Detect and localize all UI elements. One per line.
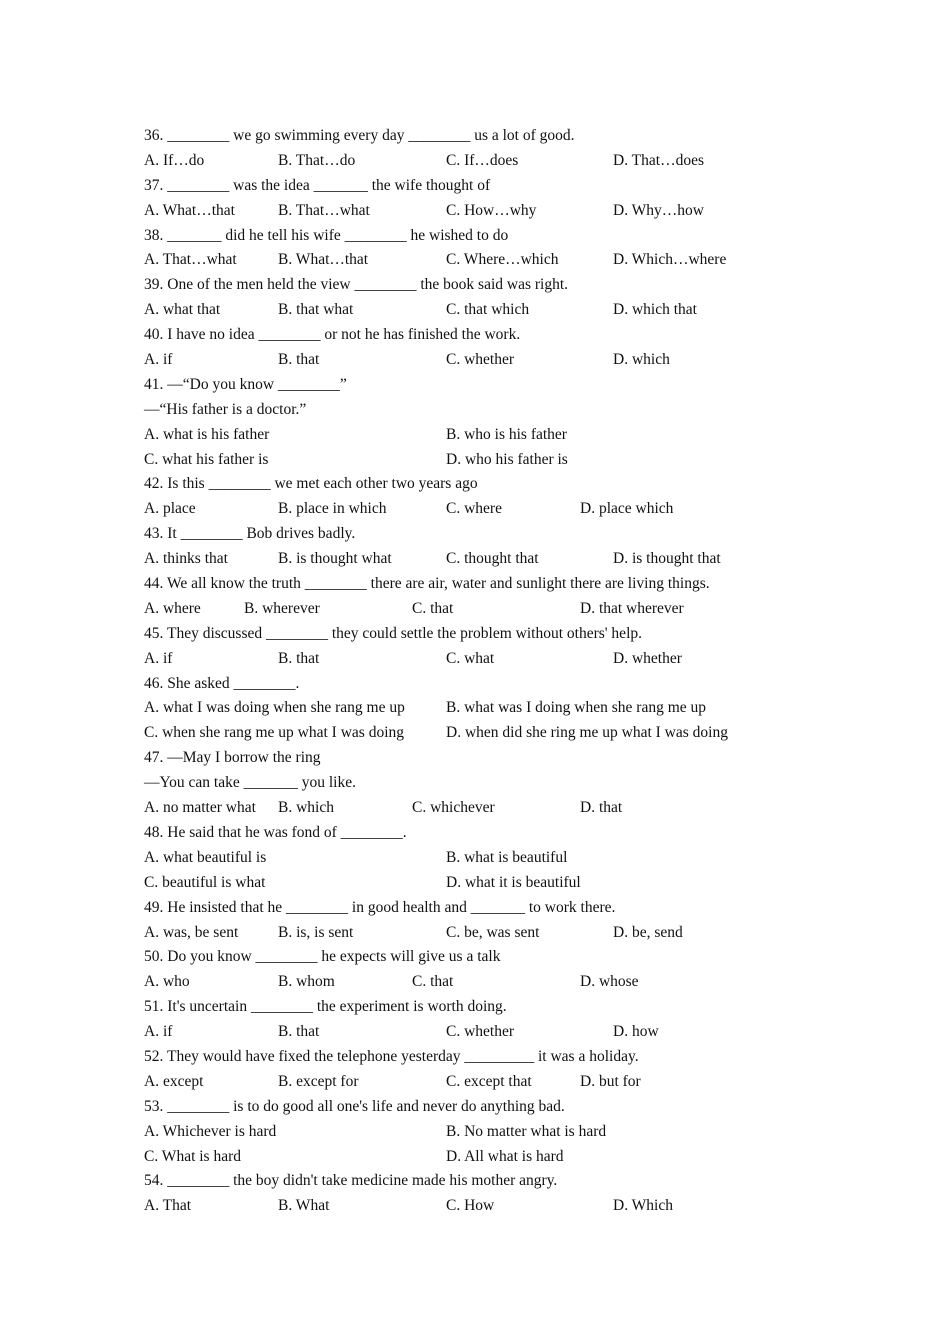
question-stem: 42. Is this ________ we met each other two years ago [144, 475, 478, 493]
question-stem: 51. It's uncertain ________ the experiment is worth doing. [144, 998, 507, 1016]
question-49 [144, 896, 844, 946]
option-b: B. that what [278, 301, 354, 319]
question-list [144, 124, 844, 1219]
question-50 [144, 945, 844, 995]
option-a: A. where [144, 599, 201, 617]
option-c: C. that which [446, 301, 530, 319]
option-c: C. What is hard [144, 1147, 242, 1165]
option-c: C. be, was sent [446, 923, 540, 941]
option-a: A. thinks that [144, 550, 228, 568]
option-d: D. Why…how [613, 201, 704, 219]
option-c: C. where [446, 500, 502, 518]
option-c: C. that [412, 599, 454, 617]
option-b: B. place in which [278, 500, 387, 518]
question-37 [144, 174, 844, 224]
option-d: D. how [613, 1023, 659, 1041]
option-c: C. whichever [412, 799, 495, 817]
question-stem: 47. —May I borrow the ring [144, 749, 321, 767]
option-row [144, 149, 844, 174]
option-d: D. is thought that [613, 550, 721, 568]
question-stem: 52. They would have fixed the telephone yesterday _________ it was a holiday. [144, 1047, 639, 1065]
option-row [144, 248, 844, 273]
option-d: D. whose [580, 973, 639, 991]
option-row [144, 348, 844, 373]
option-row [144, 796, 844, 821]
question-52 [144, 1045, 844, 1095]
option-a: A. If…do [144, 151, 205, 169]
question-stem: 50. Do you know ________ he expects will give us a talk [144, 948, 501, 966]
question-stem: 43. It ________ Bob drives badly. [144, 525, 356, 543]
option-a: A. What…that [144, 201, 235, 219]
option-row [144, 547, 844, 572]
question-53 [144, 1095, 844, 1170]
option-row [144, 921, 844, 946]
option-d: D. when did she ring me up what I was doing [446, 724, 728, 742]
option-row [144, 846, 844, 871]
option-d: D. That…does [613, 151, 704, 169]
question-stem: 49. He insisted that he ________ in good health and _______ to work there. [144, 898, 616, 916]
question-36 [144, 124, 844, 174]
option-b: B. that [278, 1023, 320, 1041]
option-a: A. no matter what [144, 799, 256, 817]
option-a: A. who [144, 973, 190, 991]
option-row [144, 199, 844, 224]
option-row [144, 597, 844, 622]
option-a: A. if [144, 649, 173, 667]
option-a: A. what that [144, 301, 221, 319]
question-stem: 41. —“Do you know ________” [144, 375, 347, 393]
question-43 [144, 522, 844, 572]
question-39 [144, 273, 844, 323]
option-row [144, 1120, 844, 1145]
option-b: B. What…that [278, 251, 369, 269]
option-a: A. if [144, 351, 173, 369]
option-d: D. whether [613, 649, 682, 667]
question-stem: 45. They discussed ________ they could settle the problem without others' help. [144, 624, 642, 642]
question-stem: 48. He said that he was fond of ________. [144, 823, 407, 841]
question-stem: 37. ________ was the idea _______ the wife thought of [144, 176, 491, 194]
option-row [144, 696, 844, 721]
option-d: D. which [613, 351, 670, 369]
option-b: B. wherever [244, 599, 320, 617]
option-a: A. place [144, 500, 196, 518]
question-44 [144, 572, 844, 622]
question-45 [144, 622, 844, 672]
option-row [144, 448, 844, 473]
option-d: D. which that [613, 301, 697, 319]
question-40 [144, 323, 844, 373]
question-stem: 46. She asked ________. [144, 674, 300, 692]
question-stem: 40. I have no idea ________ or not he has finished the work. [144, 326, 521, 344]
option-b: B. What [278, 1197, 330, 1215]
option-row [144, 1070, 844, 1095]
option-b: B. That…do [278, 151, 356, 169]
option-d: D. what it is beautiful [446, 873, 581, 891]
question-stem: 53. ________ is to do good all one's life and never do anything bad. [144, 1097, 565, 1115]
question-stem-continuation: —“His father is a doctor.” [144, 400, 307, 418]
option-c: C. How…why [446, 201, 537, 219]
option-b: B. No matter what is hard [446, 1122, 607, 1140]
option-row [144, 721, 844, 746]
option-d: D. that wherever [580, 599, 684, 617]
option-b: B. That…what [278, 201, 370, 219]
option-c: C. thought that [446, 550, 539, 568]
option-d: D. All what is hard [446, 1147, 564, 1165]
question-stem-continuation: —You can take _______ you like. [144, 774, 356, 792]
option-row [144, 1145, 844, 1170]
question-54 [144, 1169, 844, 1219]
question-51 [144, 995, 844, 1045]
option-row [144, 1194, 844, 1219]
option-d: D. that [580, 799, 623, 817]
option-row [144, 970, 844, 995]
question-48 [144, 821, 844, 896]
option-row [144, 1020, 844, 1045]
option-a: A. what beautiful is [144, 848, 267, 866]
option-row [144, 647, 844, 672]
option-row [144, 871, 844, 896]
option-a: A. Whichever is hard [144, 1122, 277, 1140]
option-c: C. How [446, 1197, 495, 1215]
option-d: D. who his father is [446, 450, 568, 468]
option-b: B. that [278, 649, 320, 667]
option-a: A. if [144, 1023, 173, 1041]
option-a: A. That [144, 1197, 192, 1215]
option-c: C. whether [446, 1023, 515, 1041]
option-c: C. whether [446, 351, 515, 369]
option-b: B. whom [278, 973, 335, 991]
option-row [144, 423, 844, 448]
option-c: C. that [412, 973, 454, 991]
question-stem: 38. _______ did he tell his wife ________ he wished to do [144, 226, 509, 244]
option-b: B. what was I doing when she rang me up [446, 699, 707, 717]
option-c: C. Where…which [446, 251, 559, 269]
option-c: C. what his father is [144, 450, 269, 468]
option-row [144, 298, 844, 323]
question-47 [144, 746, 844, 821]
question-38 [144, 224, 844, 274]
option-b: B. is, is sent [278, 923, 354, 941]
option-a: A. was, be sent [144, 923, 239, 941]
option-a: A. except [144, 1072, 204, 1090]
question-stem: 39. One of the men held the view ________ the book said was right. [144, 276, 569, 294]
option-row [144, 497, 844, 522]
option-d: D. but for [580, 1072, 641, 1090]
question-46 [144, 672, 844, 747]
option-a: A. That…what [144, 251, 237, 269]
option-d: D. Which…where [613, 251, 727, 269]
question-stem: 36. ________ we go swimming every day ________ us a lot of good. [144, 127, 575, 144]
option-d: D. Which [613, 1197, 673, 1215]
option-b: B. which [278, 799, 334, 817]
option-c: C. If…does [446, 151, 519, 169]
option-c: C. beautiful is what [144, 873, 266, 891]
option-c: C. except that [446, 1072, 532, 1090]
option-b: B. that [278, 351, 320, 369]
question-42 [144, 472, 844, 522]
option-d: D. be, send [613, 923, 683, 941]
option-b: B. what is beautiful [446, 848, 568, 866]
option-a: A. what is his father [144, 425, 270, 443]
question-41 [144, 373, 844, 473]
option-c: C. what [446, 649, 495, 667]
option-b: B. is thought what [278, 550, 392, 568]
option-b: B. except for [278, 1072, 359, 1090]
question-stem: 44. We all know the truth ________ there are air, water and sunlight there are living things. [144, 575, 710, 593]
option-d: D. place which [580, 500, 674, 518]
option-a: A. what I was doing when she rang me up [144, 699, 405, 717]
option-c: C. when she rang me up what I was doing [144, 724, 405, 742]
question-stem: 54. ________ the boy didn't take medicine made his mother angry. [144, 1172, 558, 1190]
option-b: B. who is his father [446, 425, 567, 443]
